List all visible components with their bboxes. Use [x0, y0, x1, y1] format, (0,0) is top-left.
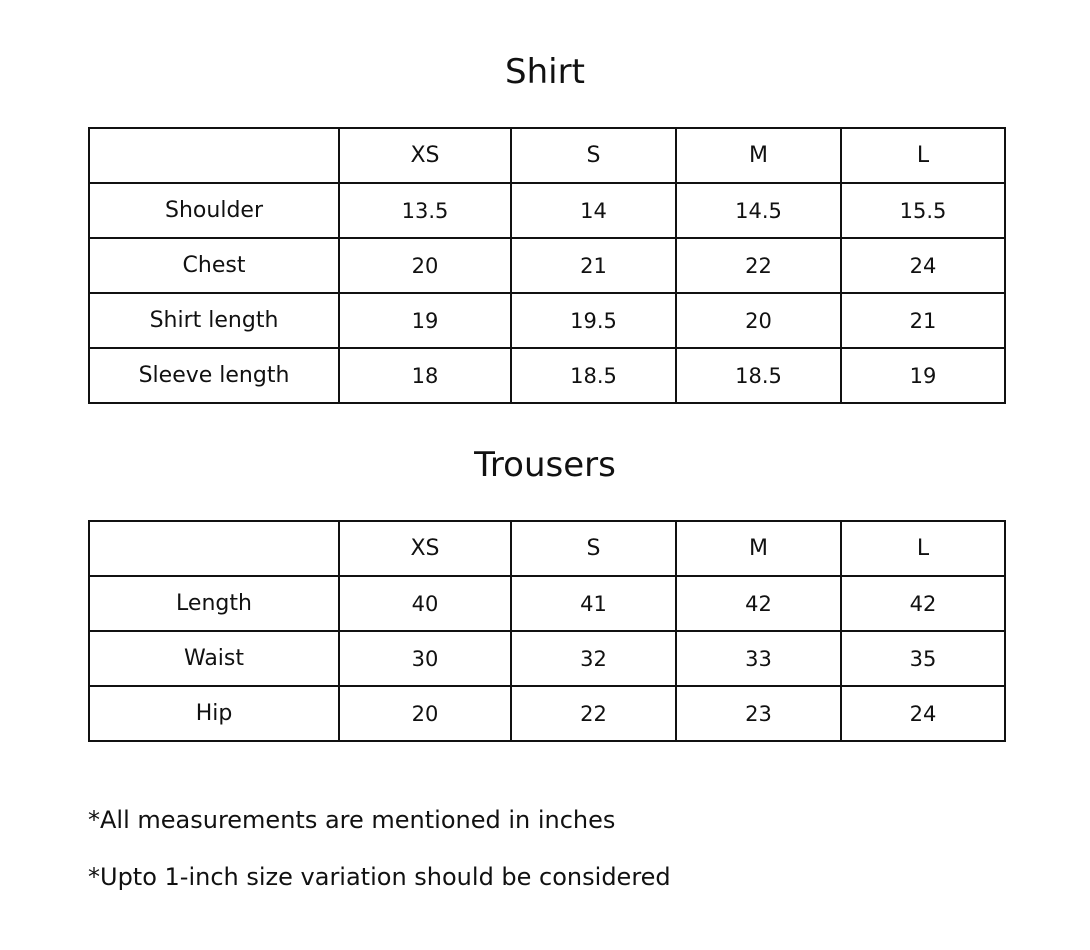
table-row: [89, 293, 1005, 348]
table-header-row: [89, 128, 1005, 183]
size-header: XS: [339, 128, 511, 183]
measurement-cell: 23: [676, 686, 841, 741]
corner-cell: [89, 128, 339, 183]
measurement-cell: 24: [841, 238, 1005, 293]
corner-cell: [89, 521, 339, 576]
row-label: Sleeve length: [89, 348, 339, 403]
measurement-cell: 42: [841, 576, 1005, 631]
row-label: Waist: [89, 631, 339, 686]
row-label: Hip: [89, 686, 339, 741]
row-label: Shoulder: [89, 183, 339, 238]
row-label: Chest: [89, 238, 339, 293]
measurement-cell: 41: [511, 576, 676, 631]
table-row: [89, 238, 1005, 293]
measurement-cell: 14: [511, 183, 676, 238]
measurement-cell: 30: [339, 631, 511, 686]
trousers-size-table: [88, 520, 1006, 742]
measurement-cell: 18.5: [676, 348, 841, 403]
measurement-cell: 19: [841, 348, 1005, 403]
measurement-cell: 24: [841, 686, 1005, 741]
measurement-cell: 18: [339, 348, 511, 403]
row-label: Shirt length: [89, 293, 339, 348]
measurement-cell: 20: [339, 686, 511, 741]
measurement-cell: 15.5: [841, 183, 1005, 238]
size-header: S: [511, 521, 676, 576]
shirt-size-table: [88, 127, 1006, 404]
measurement-cell: 20: [676, 293, 841, 348]
shirt-section-title: Shirt: [505, 52, 585, 92]
measurement-cell: 21: [511, 238, 676, 293]
table-row: [89, 631, 1005, 686]
table-row: [89, 686, 1005, 741]
measurement-cell: 18.5: [511, 348, 676, 403]
measurement-cell: 22: [511, 686, 676, 741]
measurement-cell: 32: [511, 631, 676, 686]
measurement-units-note: *All measurements are mentioned in inches: [88, 806, 616, 834]
measurement-cell: 14.5: [676, 183, 841, 238]
size-header: S: [511, 128, 676, 183]
measurement-cell: 22: [676, 238, 841, 293]
measurement-cell: 35: [841, 631, 1005, 686]
measurement-cell: 13.5: [339, 183, 511, 238]
row-label: Length: [89, 576, 339, 631]
size-header: M: [676, 128, 841, 183]
measurement-cell: 33: [676, 631, 841, 686]
measurement-cell: 40: [339, 576, 511, 631]
measurement-cell: 19: [339, 293, 511, 348]
size-header: L: [841, 521, 1005, 576]
measurement-cell: 21: [841, 293, 1005, 348]
measurement-cell: 19.5: [511, 293, 676, 348]
size-variation-note: *Upto 1-inch size variation should be considered: [88, 863, 671, 891]
measurement-cell: 42: [676, 576, 841, 631]
size-header: XS: [339, 521, 511, 576]
trousers-section-title: Trousers: [474, 445, 616, 485]
table-row: [89, 183, 1005, 238]
measurement-cell: 20: [339, 238, 511, 293]
table-header-row: [89, 521, 1005, 576]
table-row: [89, 576, 1005, 631]
size-header: M: [676, 521, 841, 576]
table-row: [89, 348, 1005, 403]
size-header: L: [841, 128, 1005, 183]
